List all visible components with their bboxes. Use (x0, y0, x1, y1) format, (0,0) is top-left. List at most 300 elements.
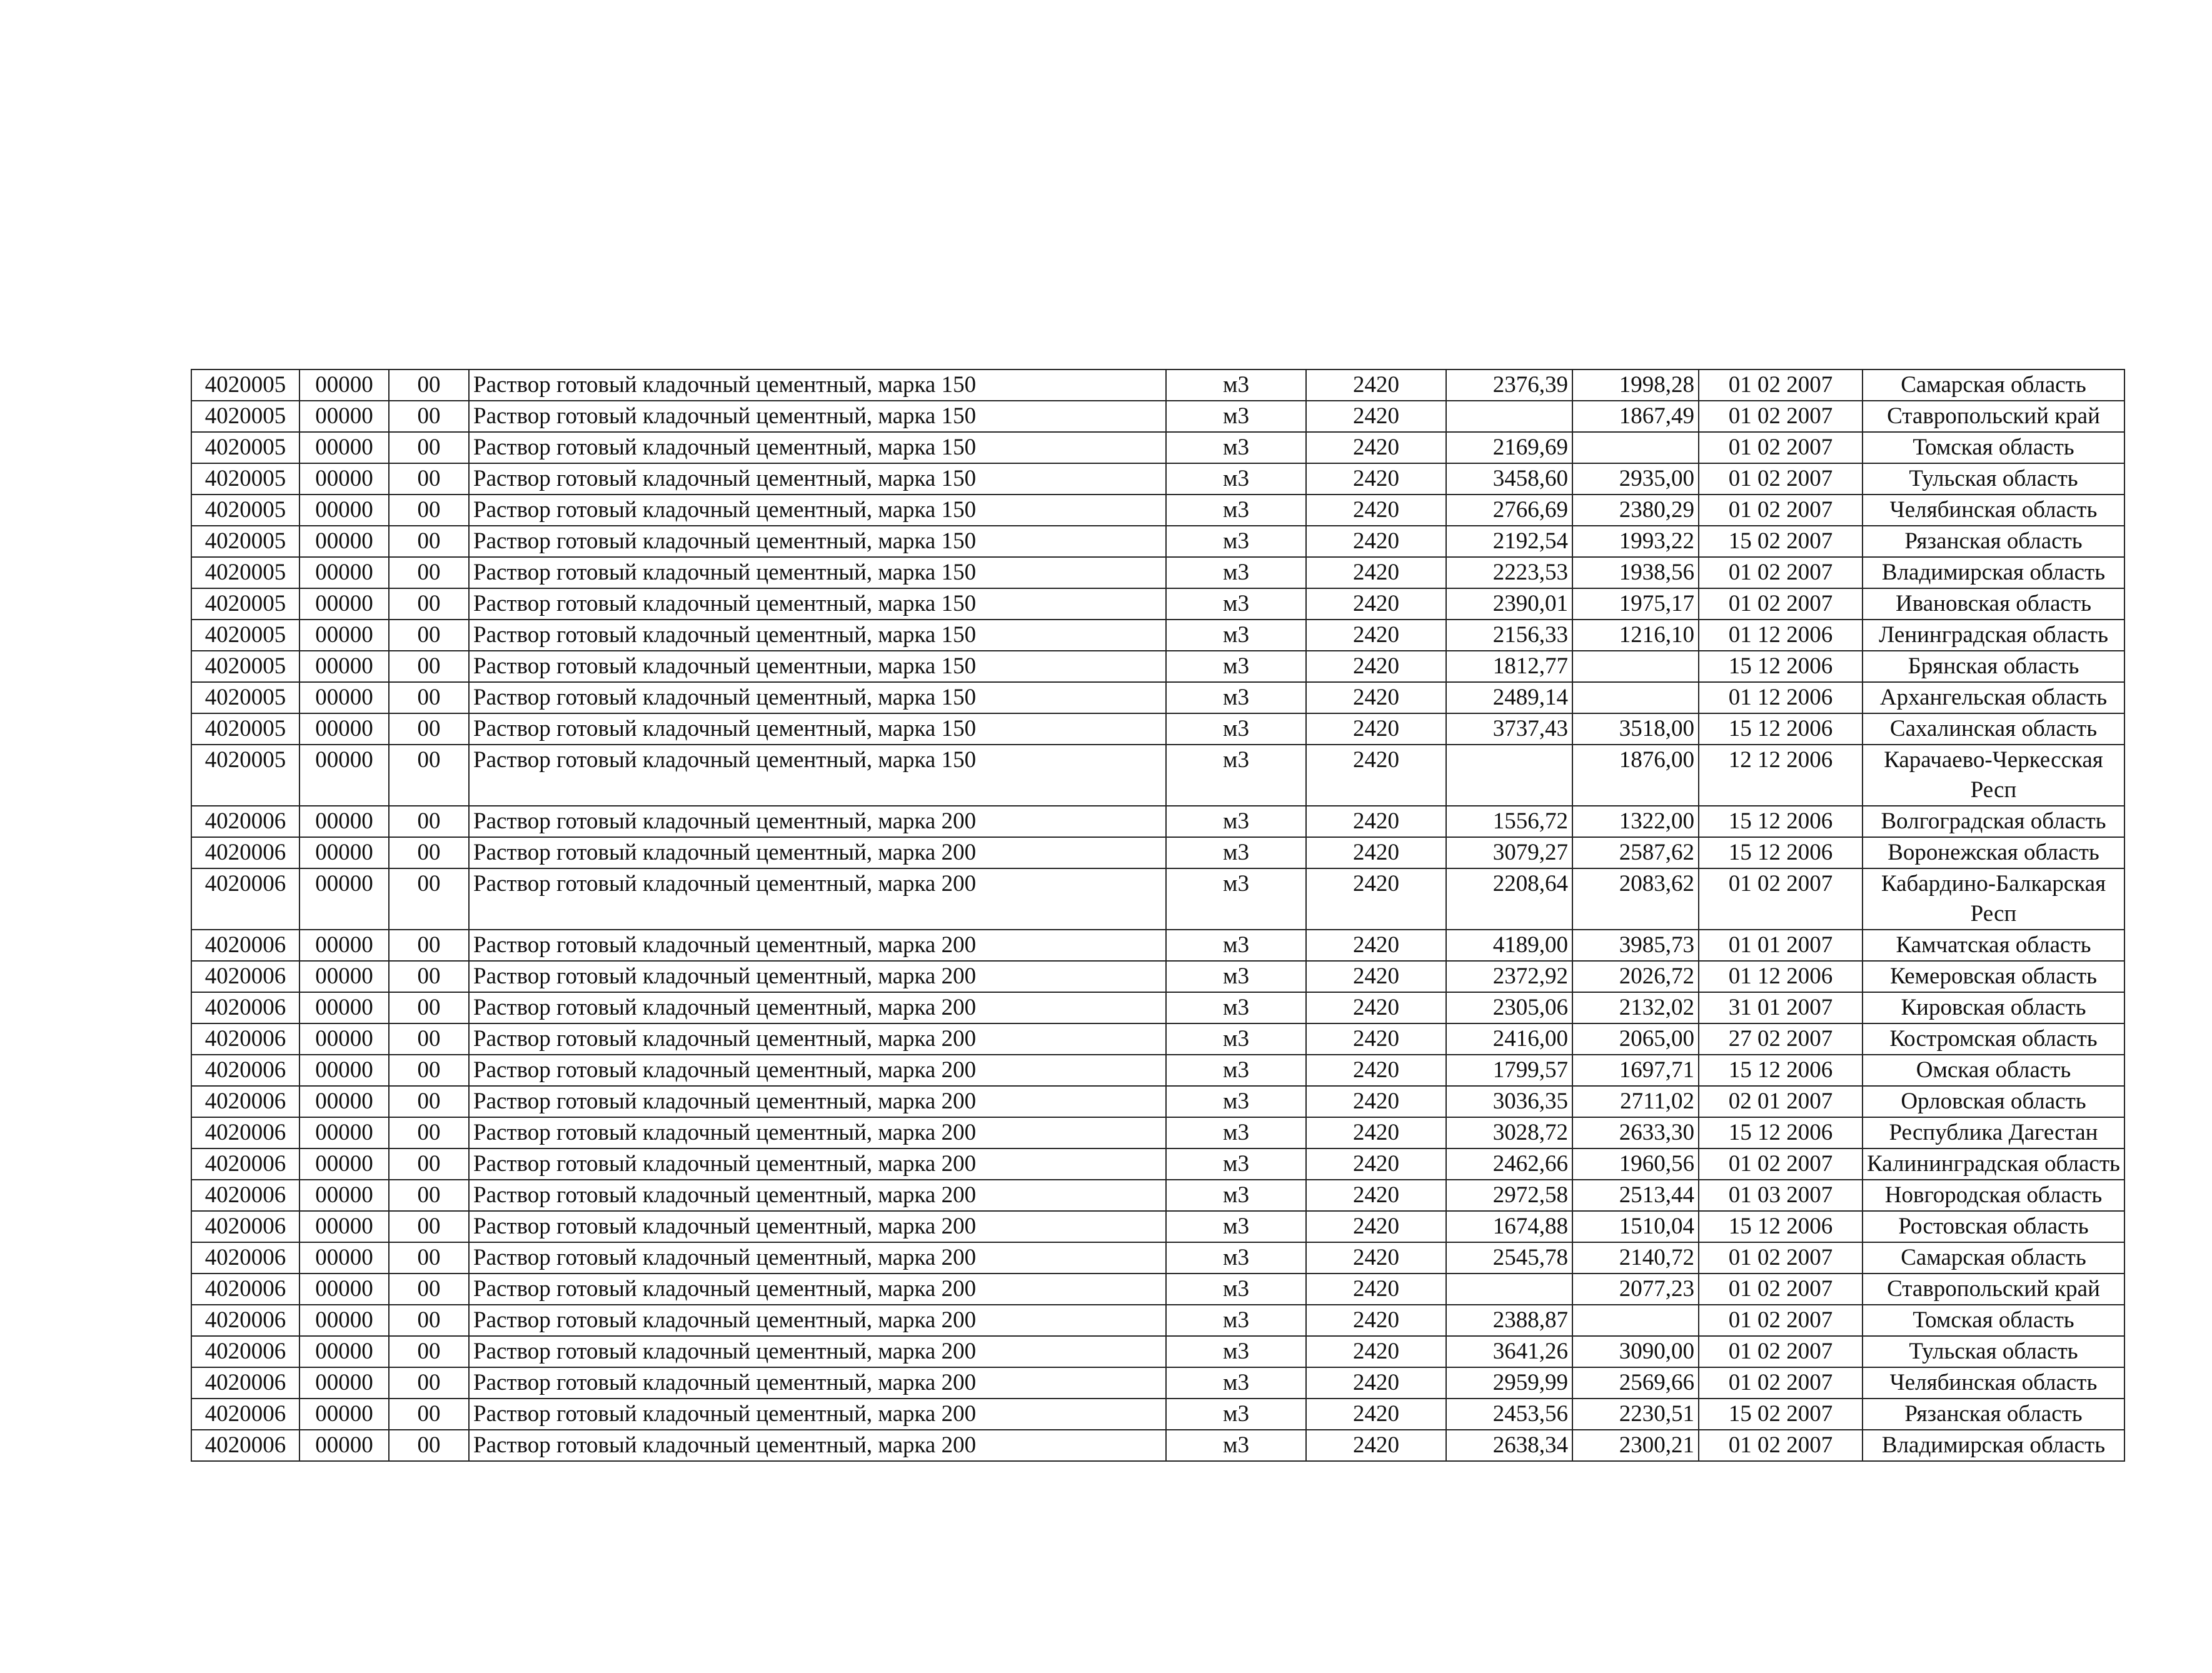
price-1-cell: 2192,54 (1446, 526, 1572, 557)
date-cell: 01 02 2007 (1699, 432, 1863, 463)
modifier-cell: 00 (389, 1336, 469, 1367)
unit-cell: м3 (1166, 1399, 1306, 1430)
subcode-cell: 00000 (299, 1086, 389, 1117)
region-cell: Рязанская область (1863, 1399, 2124, 1430)
table-row (191, 1023, 2124, 1055)
subcode-cell: 00000 (299, 526, 389, 557)
subcode-cell: 00000 (299, 401, 389, 432)
date-cell: 15 12 2006 (1699, 806, 1863, 837)
number-cell: 2420 (1306, 745, 1446, 806)
modifier-cell: 00 (389, 1086, 469, 1117)
name-cell: Раствор готовый кладочный цементный, марка 200 (469, 930, 1166, 961)
subcode-cell: 00000 (299, 837, 389, 868)
date-cell: 01 02 2007 (1699, 495, 1863, 526)
modifier-cell: 00 (389, 557, 469, 588)
region-cell: Самарская область (1863, 1242, 2124, 1274)
name-cell: Раствор готовый кладочный цементный, марка 200 (469, 1023, 1166, 1055)
unit-cell: м3 (1166, 868, 1306, 930)
modifier-cell: 00 (389, 1242, 469, 1274)
name-cell: Раствор готовый кладочный цементный, марка 200 (469, 1117, 1166, 1148)
date-cell: 01 01 2007 (1699, 930, 1863, 961)
number-cell: 2420 (1306, 930, 1446, 961)
number-cell: 2420 (1306, 682, 1446, 713)
code-cell: 4020006 (191, 868, 299, 930)
table-row (191, 557, 2124, 588)
region-cell: Камчатская область (1863, 930, 2124, 961)
price-table (191, 369, 2125, 1462)
price-2-cell: 2935,00 (1572, 463, 1699, 495)
subcode-cell: 00000 (299, 1148, 389, 1180)
number-cell: 2420 (1306, 620, 1446, 651)
table-row (191, 1399, 2124, 1430)
date-cell: 15 02 2007 (1699, 526, 1863, 557)
price-1-cell: 2416,00 (1446, 1023, 1572, 1055)
region-cell: Ставропольский край (1863, 401, 2124, 432)
price-2-cell (1572, 651, 1699, 682)
unit-cell: м3 (1166, 588, 1306, 620)
name-cell: Раствор готовый кладочный цементный, марка 200 (469, 837, 1166, 868)
number-cell: 2420 (1306, 1180, 1446, 1211)
price-2-cell: 1867,49 (1572, 401, 1699, 432)
price-2-cell (1572, 682, 1699, 713)
unit-cell: м3 (1166, 1305, 1306, 1336)
price-1-cell: 3458,60 (1446, 463, 1572, 495)
table-row (191, 868, 2124, 930)
price-2-cell: 2065,00 (1572, 1023, 1699, 1055)
modifier-cell: 00 (389, 1430, 469, 1461)
modifier-cell: 00 (389, 495, 469, 526)
subcode-cell: 00000 (299, 1430, 389, 1461)
price-2-cell: 1322,00 (1572, 806, 1699, 837)
number-cell: 2420 (1306, 1117, 1446, 1148)
number-cell: 2420 (1306, 1148, 1446, 1180)
name-cell: Раствор готовый кладочный цементный, марка 150 (469, 526, 1166, 557)
unit-cell: м3 (1166, 526, 1306, 557)
modifier-cell: 00 (389, 961, 469, 992)
number-cell: 2420 (1306, 1399, 1446, 1430)
price-1-cell: 3028,72 (1446, 1117, 1572, 1148)
modifier-cell: 00 (389, 1367, 469, 1399)
region-cell: Владимирская область (1863, 1430, 2124, 1461)
number-cell: 2420 (1306, 713, 1446, 745)
table-row (191, 495, 2124, 526)
unit-cell: м3 (1166, 1148, 1306, 1180)
price-1-cell: 2489,14 (1446, 682, 1572, 713)
price-2-cell: 1998,28 (1572, 369, 1699, 401)
number-cell: 2420 (1306, 651, 1446, 682)
region-cell: Кировская область (1863, 992, 2124, 1023)
name-cell: Раствор готовый кладочный цементный, марка 150 (469, 369, 1166, 401)
date-cell: 15 12 2006 (1699, 713, 1863, 745)
number-cell: 2420 (1306, 1211, 1446, 1242)
date-cell: 01 12 2006 (1699, 682, 1863, 713)
code-cell: 4020006 (191, 961, 299, 992)
price-1-cell (1446, 401, 1572, 432)
number-cell: 2420 (1306, 495, 1446, 526)
unit-cell: м3 (1166, 1242, 1306, 1274)
unit-cell: м3 (1166, 557, 1306, 588)
table-row (191, 432, 2124, 463)
price-1-cell: 2972,58 (1446, 1180, 1572, 1211)
date-cell: 01 02 2007 (1699, 588, 1863, 620)
table-row (191, 463, 2124, 495)
number-cell: 2420 (1306, 1430, 1446, 1461)
price-2-cell: 2026,72 (1572, 961, 1699, 992)
code-cell: 4020006 (191, 1211, 299, 1242)
date-cell: 01 02 2007 (1699, 1242, 1863, 1274)
date-cell: 15 12 2006 (1699, 1211, 1863, 1242)
name-cell: Раствор готовый кладочный цементный, марка 150 (469, 401, 1166, 432)
number-cell: 2420 (1306, 1242, 1446, 1274)
modifier-cell: 00 (389, 1399, 469, 1430)
date-cell: 15 12 2006 (1699, 1117, 1863, 1148)
date-cell: 01 02 2007 (1699, 1305, 1863, 1336)
table-row (191, 588, 2124, 620)
table-row (191, 1055, 2124, 1086)
price-1-cell: 2156,33 (1446, 620, 1572, 651)
unit-cell: м3 (1166, 930, 1306, 961)
date-cell: 01 02 2007 (1699, 868, 1863, 930)
subcode-cell: 00000 (299, 588, 389, 620)
region-cell: Ростовская область (1863, 1211, 2124, 1242)
subcode-cell: 00000 (299, 651, 389, 682)
modifier-cell: 00 (389, 1180, 469, 1211)
table-row (191, 620, 2124, 651)
code-cell: 4020005 (191, 432, 299, 463)
modifier-cell: 00 (389, 713, 469, 745)
price-1-cell: 2169,69 (1446, 432, 1572, 463)
region-cell: Новгородская область (1863, 1180, 2124, 1211)
number-cell: 2420 (1306, 961, 1446, 992)
code-cell: 4020005 (191, 557, 299, 588)
price-2-cell: 3090,00 (1572, 1336, 1699, 1367)
code-cell: 4020006 (191, 1180, 299, 1211)
table-row (191, 401, 2124, 432)
price-2-cell: 3985,73 (1572, 930, 1699, 961)
code-cell: 4020005 (191, 620, 299, 651)
date-cell: 01 02 2007 (1699, 1274, 1863, 1305)
unit-cell: м3 (1166, 1336, 1306, 1367)
price-2-cell: 2633,30 (1572, 1117, 1699, 1148)
unit-cell: м3 (1166, 806, 1306, 837)
unit-cell: м3 (1166, 432, 1306, 463)
name-cell: Раствор готовый кладочный цементный, марка 150 (469, 463, 1166, 495)
subcode-cell: 00000 (299, 992, 389, 1023)
unit-cell: м3 (1166, 682, 1306, 713)
region-cell: Кабардино-Балкарская Респ (1863, 868, 2124, 930)
table-row (191, 837, 2124, 868)
subcode-cell: 00000 (299, 1242, 389, 1274)
modifier-cell: 00 (389, 526, 469, 557)
price-2-cell: 2140,72 (1572, 1242, 1699, 1274)
modifier-cell: 00 (389, 745, 469, 806)
subcode-cell: 00000 (299, 1023, 389, 1055)
code-cell: 4020006 (191, 1117, 299, 1148)
modifier-cell: 00 (389, 1305, 469, 1336)
name-cell: Раствор готовый кладочный цементный, марка 200 (469, 1211, 1166, 1242)
unit-cell: м3 (1166, 745, 1306, 806)
subcode-cell: 00000 (299, 369, 389, 401)
modifier-cell: 00 (389, 1055, 469, 1086)
price-1-cell: 2208,64 (1446, 868, 1572, 930)
price-2-cell: 2380,29 (1572, 495, 1699, 526)
modifier-cell: 00 (389, 401, 469, 432)
modifier-cell: 00 (389, 1274, 469, 1305)
date-cell: 01 02 2007 (1699, 1430, 1863, 1461)
region-cell: Волгоградская область (1863, 806, 2124, 837)
code-cell: 4020005 (191, 651, 299, 682)
code-cell: 4020005 (191, 682, 299, 713)
unit-cell: м3 (1166, 713, 1306, 745)
code-cell: 4020006 (191, 930, 299, 961)
price-2-cell: 2587,62 (1572, 837, 1699, 868)
table-body (191, 369, 2124, 1461)
table-row (191, 526, 2124, 557)
region-cell: Рязанская область (1863, 526, 2124, 557)
unit-cell: м3 (1166, 1211, 1306, 1242)
code-cell: 4020006 (191, 1336, 299, 1367)
name-cell: Раствор готовый кладочный цементный, марка 150 (469, 713, 1166, 745)
modifier-cell: 00 (389, 651, 469, 682)
name-cell: Раствор готовый кладочный цементный, марка 200 (469, 961, 1166, 992)
code-cell: 4020006 (191, 1242, 299, 1274)
region-cell: Кемеровская область (1863, 961, 2124, 992)
subcode-cell: 00000 (299, 1211, 389, 1242)
name-cell: Раствор готовый кладочный цементный, марка 200 (469, 1367, 1166, 1399)
date-cell: 01 12 2006 (1699, 620, 1863, 651)
region-cell: Карачаево-Черкесская Респ (1863, 745, 2124, 806)
number-cell: 2420 (1306, 526, 1446, 557)
region-cell: Ивановская область (1863, 588, 2124, 620)
date-cell: 01 02 2007 (1699, 1336, 1863, 1367)
subcode-cell: 00000 (299, 432, 389, 463)
name-cell: Раствор готовый кладочный цементный, марка 150 (469, 432, 1166, 463)
price-1-cell: 1799,57 (1446, 1055, 1572, 1086)
number-cell: 2420 (1306, 806, 1446, 837)
code-cell: 4020005 (191, 745, 299, 806)
table-row (191, 930, 2124, 961)
number-cell: 2420 (1306, 1055, 1446, 1086)
table-row (191, 1430, 2124, 1461)
subcode-cell: 00000 (299, 495, 389, 526)
name-cell: Раствор готовый кладочный цементный, марка 200 (469, 1180, 1166, 1211)
subcode-cell: 00000 (299, 930, 389, 961)
price-1-cell: 3079,27 (1446, 837, 1572, 868)
subcode-cell: 00000 (299, 1117, 389, 1148)
price-2-cell: 2711,02 (1572, 1086, 1699, 1117)
region-cell: Сахалинская область (1863, 713, 2124, 745)
region-cell: Владимирская область (1863, 557, 2124, 588)
price-2-cell: 1876,00 (1572, 745, 1699, 806)
region-cell: Калининградская область (1863, 1148, 2124, 1180)
table-row (191, 961, 2124, 992)
table-row (191, 369, 2124, 401)
unit-cell: м3 (1166, 1367, 1306, 1399)
region-cell: Костромская область (1863, 1023, 2124, 1055)
price-1-cell: 1674,88 (1446, 1211, 1572, 1242)
table-row (191, 1148, 2124, 1180)
table-row (191, 1336, 2124, 1367)
number-cell: 2420 (1306, 1023, 1446, 1055)
modifier-cell: 00 (389, 588, 469, 620)
region-cell: Ленинградская область (1863, 620, 2124, 651)
name-cell: Раствор готовый кладочный цементный, марка 200 (469, 1305, 1166, 1336)
name-cell: Раствор готовый кладочный цементныи, марка 150 (469, 651, 1166, 682)
number-cell: 2420 (1306, 401, 1446, 432)
price-1-cell (1446, 745, 1572, 806)
number-cell: 2420 (1306, 432, 1446, 463)
name-cell: Раствор готовый кладочный цементный, марка 150 (469, 620, 1166, 651)
number-cell: 2420 (1306, 369, 1446, 401)
name-cell: Раствор готовый кладочный цементный, марка 200 (469, 806, 1166, 837)
region-cell: Архангельская область (1863, 682, 2124, 713)
price-1-cell: 2372,92 (1446, 961, 1572, 992)
subcode-cell: 00000 (299, 1367, 389, 1399)
date-cell: 31 01 2007 (1699, 992, 1863, 1023)
subcode-cell: 00000 (299, 1180, 389, 1211)
table-row (191, 992, 2124, 1023)
region-cell: Республика Дагестан (1863, 1117, 2124, 1148)
price-2-cell (1572, 432, 1699, 463)
unit-cell: м3 (1166, 837, 1306, 868)
price-2-cell: 2513,44 (1572, 1180, 1699, 1211)
price-2-cell (1572, 1305, 1699, 1336)
date-cell: 15 12 2006 (1699, 1055, 1863, 1086)
number-cell: 2420 (1306, 463, 1446, 495)
name-cell: Раствор готовый кладочный цементный, марка 200 (469, 1336, 1166, 1367)
date-cell: 15 12 2006 (1699, 651, 1863, 682)
date-cell: 01 02 2007 (1699, 401, 1863, 432)
price-2-cell: 1697,71 (1572, 1055, 1699, 1086)
code-cell: 4020006 (191, 806, 299, 837)
price-2-cell: 2300,21 (1572, 1430, 1699, 1461)
price-2-cell: 1960,56 (1572, 1148, 1699, 1180)
number-cell: 2420 (1306, 1305, 1446, 1336)
date-cell: 27 02 2007 (1699, 1023, 1863, 1055)
modifier-cell: 00 (389, 463, 469, 495)
unit-cell: м3 (1166, 992, 1306, 1023)
price-2-cell: 2083,62 (1572, 868, 1699, 930)
unit-cell: м3 (1166, 961, 1306, 992)
table-row (191, 1180, 2124, 1211)
modifier-cell: 00 (389, 930, 469, 961)
number-cell: 2420 (1306, 1274, 1446, 1305)
price-2-cell: 1510,04 (1572, 1211, 1699, 1242)
price-1-cell: 2305,06 (1446, 992, 1572, 1023)
date-cell: 01 02 2007 (1699, 1148, 1863, 1180)
price-2-cell: 2132,02 (1572, 992, 1699, 1023)
table-row (191, 1305, 2124, 1336)
code-cell: 4020005 (191, 588, 299, 620)
name-cell: Раствор готовый кладочный цементный, марка 200 (469, 992, 1166, 1023)
unit-cell: м3 (1166, 495, 1306, 526)
subcode-cell: 00000 (299, 961, 389, 992)
date-cell: 01 03 2007 (1699, 1180, 1863, 1211)
modifier-cell: 00 (389, 682, 469, 713)
number-cell: 2420 (1306, 588, 1446, 620)
price-2-cell: 2569,66 (1572, 1367, 1699, 1399)
code-cell: 4020006 (191, 992, 299, 1023)
price-1-cell: 3641,26 (1446, 1336, 1572, 1367)
name-cell: Раствор готовый кладочный цементный, марка 200 (469, 1430, 1166, 1461)
region-cell: Орловская область (1863, 1086, 2124, 1117)
code-cell: 4020005 (191, 526, 299, 557)
table-row (191, 1117, 2124, 1148)
modifier-cell: 00 (389, 806, 469, 837)
unit-cell: м3 (1166, 1086, 1306, 1117)
code-cell: 4020006 (191, 1399, 299, 1430)
region-cell: Брянская область (1863, 651, 2124, 682)
modifier-cell: 00 (389, 837, 469, 868)
price-1-cell: 2376,39 (1446, 369, 1572, 401)
number-cell: 2420 (1306, 992, 1446, 1023)
code-cell: 4020006 (191, 1274, 299, 1305)
price-2-cell: 1993,22 (1572, 526, 1699, 557)
table-row (191, 651, 2124, 682)
date-cell: 01 02 2007 (1699, 1367, 1863, 1399)
price-1-cell: 1556,72 (1446, 806, 1572, 837)
price-1-cell: 3036,35 (1446, 1086, 1572, 1117)
price-1-cell: 1812,77 (1446, 651, 1572, 682)
code-cell: 4020006 (191, 1430, 299, 1461)
subcode-cell: 00000 (299, 1399, 389, 1430)
code-cell: 4020005 (191, 369, 299, 401)
subcode-cell: 00000 (299, 463, 389, 495)
price-1-cell: 3737,43 (1446, 713, 1572, 745)
table-row (191, 1274, 2124, 1305)
modifier-cell: 00 (389, 1211, 469, 1242)
name-cell: Раствор готовый кладочный цементный, марка 200 (469, 868, 1166, 930)
price-1-cell: 2388,87 (1446, 1305, 1572, 1336)
code-cell: 4020006 (191, 1086, 299, 1117)
table-row (191, 713, 2124, 745)
name-cell: Раствор готовый кладочный цементный, марка 200 (469, 1055, 1166, 1086)
name-cell: Раствор готовый кладочный цементный, марка 200 (469, 1274, 1166, 1305)
modifier-cell: 00 (389, 1023, 469, 1055)
price-2-cell: 2230,51 (1572, 1399, 1699, 1430)
code-cell: 4020006 (191, 1148, 299, 1180)
region-cell: Тульская область (1863, 463, 2124, 495)
subcode-cell: 00000 (299, 557, 389, 588)
modifier-cell: 00 (389, 868, 469, 930)
name-cell: Раствор готовый кладочный цементный, марка 150 (469, 557, 1166, 588)
unit-cell: м3 (1166, 1180, 1306, 1211)
unit-cell: м3 (1166, 1274, 1306, 1305)
region-cell: Челябинская область (1863, 1367, 2124, 1399)
code-cell: 4020005 (191, 713, 299, 745)
name-cell: Раствор готовый кладочный цементный, марка 200 (469, 1148, 1166, 1180)
code-cell: 4020005 (191, 401, 299, 432)
name-cell: Раствор готовый кладочный цементный, марка 150 (469, 495, 1166, 526)
date-cell: 02 01 2007 (1699, 1086, 1863, 1117)
price-2-cell: 1975,17 (1572, 588, 1699, 620)
price-1-cell: 2545,78 (1446, 1242, 1572, 1274)
name-cell: Раствор готовый кладочный цементный, марка 150 (469, 588, 1166, 620)
name-cell: Раствор готовый кладочный цементный, марка 200 (469, 1242, 1166, 1274)
modifier-cell: 00 (389, 369, 469, 401)
unit-cell: м3 (1166, 1055, 1306, 1086)
code-cell: 4020006 (191, 1023, 299, 1055)
unit-cell: м3 (1166, 1117, 1306, 1148)
unit-cell: м3 (1166, 1430, 1306, 1461)
date-cell: 01 02 2007 (1699, 557, 1863, 588)
price-1-cell: 2223,53 (1446, 557, 1572, 588)
region-cell: Ставропольский край (1863, 1274, 2124, 1305)
date-cell: 12 12 2006 (1699, 745, 1863, 806)
unit-cell: м3 (1166, 463, 1306, 495)
date-cell: 01 12 2006 (1699, 961, 1863, 992)
name-cell: Раствор готовый кладочный цементный, марка 150 (469, 682, 1166, 713)
